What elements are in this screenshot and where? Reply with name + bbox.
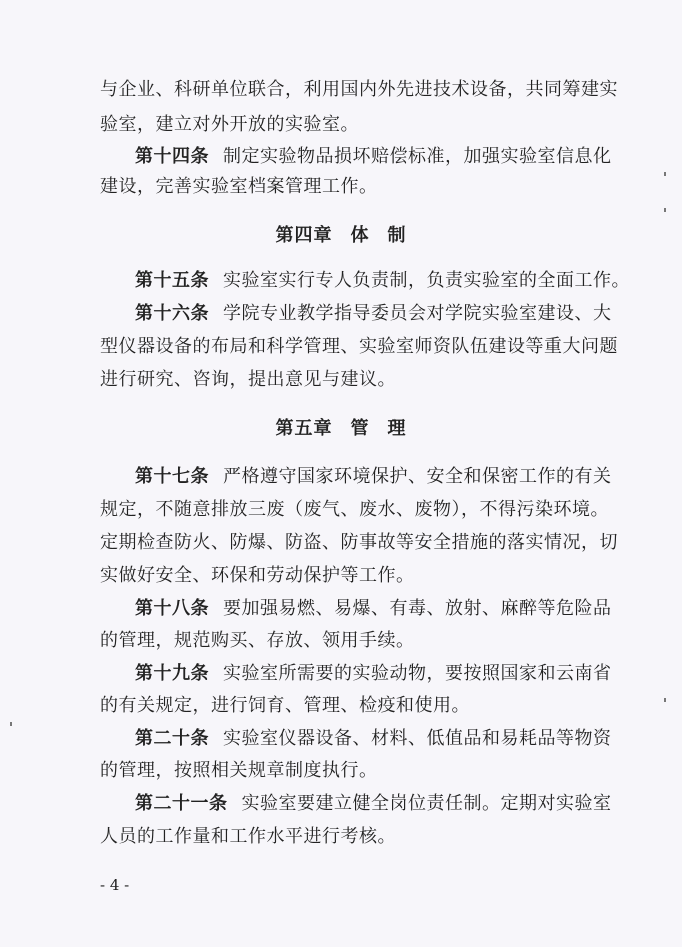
article-number: 第十七条 xyxy=(135,466,209,487)
paragraph-line: 验室，建立对外开放的实验室。 xyxy=(100,114,359,135)
scan-speck xyxy=(664,172,666,176)
page-number: - 4 - xyxy=(100,876,130,894)
paragraph-line: 进行研究、咨询，提出意见与建议。 xyxy=(100,369,396,390)
scan-speck xyxy=(664,698,666,702)
article-number: 第二十一条 xyxy=(135,793,228,814)
paragraph-line: 人员的工作量和工作水平进行考核。 xyxy=(100,826,396,847)
paragraph-line: 定期检查防火、防爆、防盗、防事故等安全措施的落实情况，切 xyxy=(100,532,618,553)
scan-speck xyxy=(664,208,666,212)
article-number: 第十九条 xyxy=(135,663,209,684)
article-20: 第二十条 实验室仪器设备、材料、低值品和易耗品等物资 xyxy=(135,728,612,749)
paragraph-line: 的有关规定，进行饲育、管理、检疫和使用。 xyxy=(100,695,470,716)
article-15: 第十五条 实验室实行专人负责制，负责实验室的全面工作。 xyxy=(135,270,630,291)
scan-speck xyxy=(10,722,12,726)
article-number: 第十五条 xyxy=(135,270,209,291)
article-14: 第十四条 制定实验物品损坏赔偿标准，加强实验室信息化 xyxy=(135,146,612,167)
article-19: 第十九条 实验室所需要的实验动物，要按照国家和云南省 xyxy=(135,663,612,684)
article-number: 第十八条 xyxy=(135,598,209,619)
paragraph-line: 实做好安全、环保和劳动保护等工作。 xyxy=(100,565,415,586)
article-16: 第十六条 学院专业教学指导委员会对学院实验室建设、大 xyxy=(135,303,612,324)
paragraph-line: 的管理，规范购买、存放、领用手续。 xyxy=(100,630,415,651)
chapter-heading-4: 第四章 体 制 xyxy=(275,225,407,246)
chapter-heading-5: 第五章 管 理 xyxy=(275,418,407,439)
article-17: 第十七条 严格遵守国家环境保护、安全和保密工作的有关 xyxy=(135,466,612,487)
article-21: 第二十一条 实验室要建立健全岗位责任制。定期对实验室 xyxy=(135,793,612,814)
paragraph-line: 的管理，按照相关规章制度执行。 xyxy=(100,760,378,781)
article-number: 第十六条 xyxy=(135,303,209,324)
paragraph-line: 型仪器设备的布局和科学管理、实验室师资队伍建设等重大问题 xyxy=(100,336,618,357)
article-18: 第十八条 要加强易燃、易爆、有毒、放射、麻醉等危险品 xyxy=(135,598,612,619)
article-number: 第十四条 xyxy=(135,146,209,167)
article-number: 第二十条 xyxy=(135,728,209,749)
paragraph-line: 与企业、科研单位联合，利用国内外先进技术设备，共同筹建实 xyxy=(100,79,618,100)
paragraph-line: 建设，完善实验室档案管理工作。 xyxy=(100,176,378,197)
paragraph-line: 规定，不随意排放三废（废气、废水、废物），不得污染环境。 xyxy=(100,499,609,520)
